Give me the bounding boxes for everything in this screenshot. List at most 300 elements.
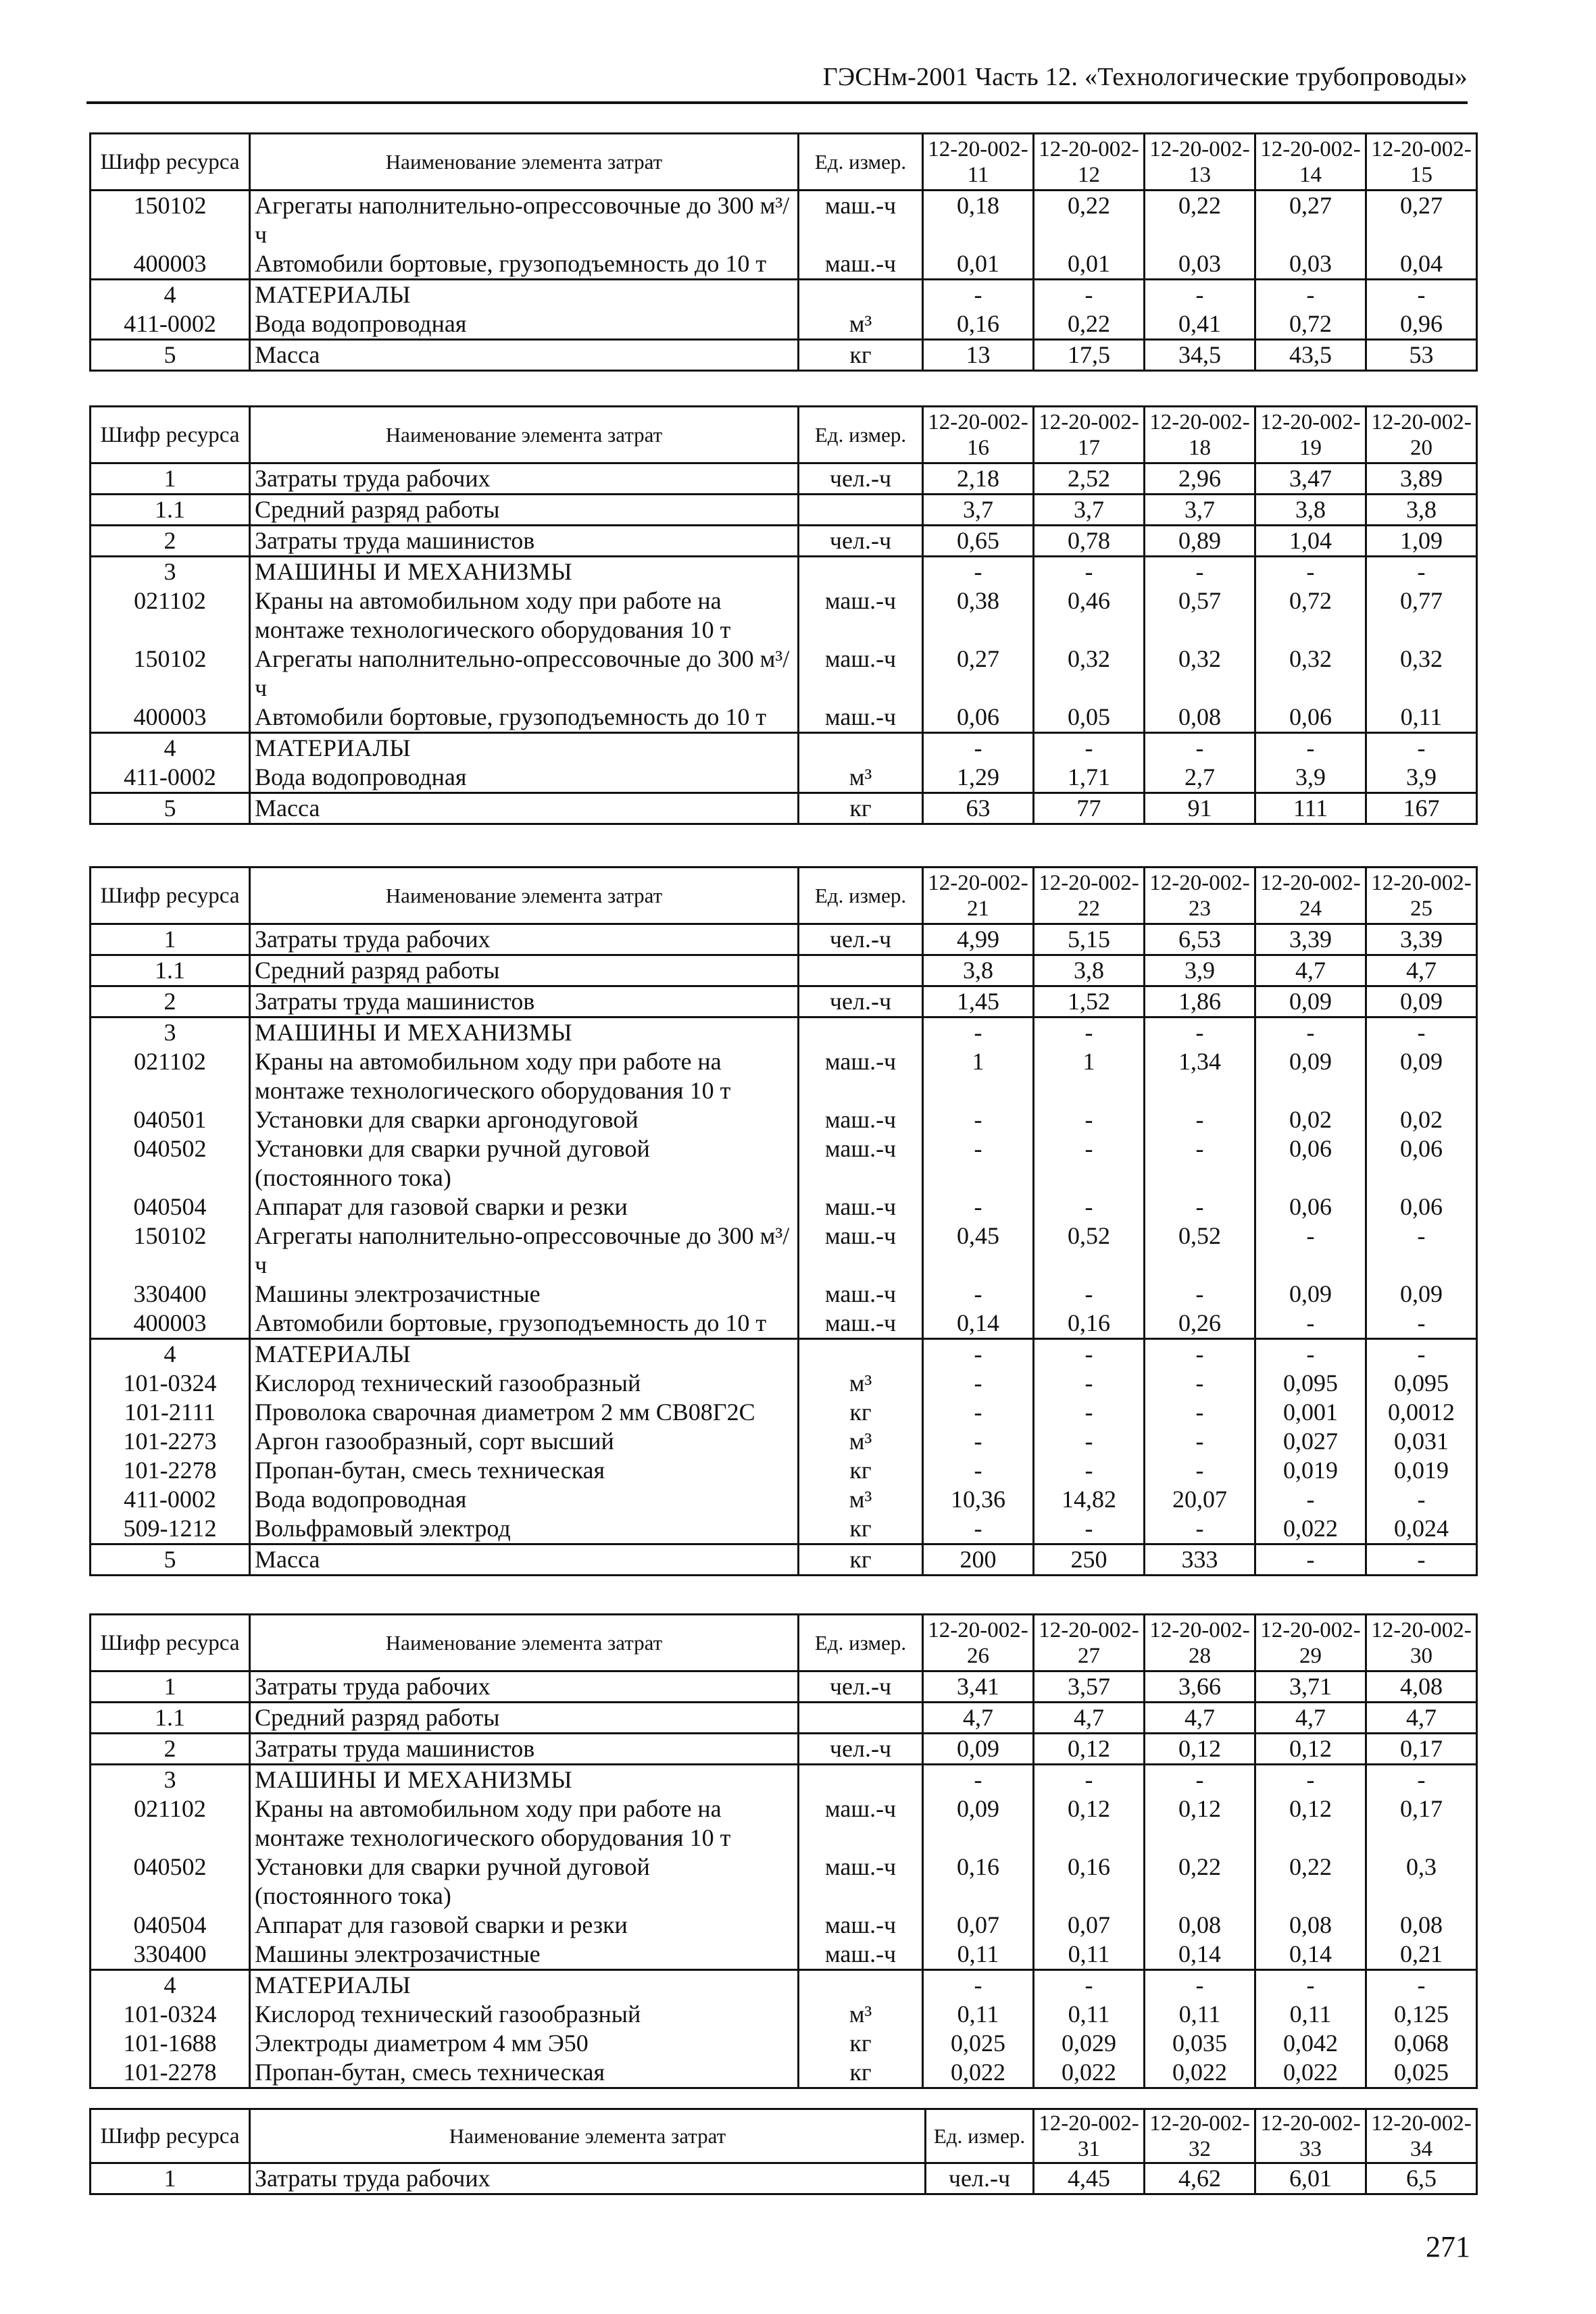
- resource-value: -: [1034, 1280, 1145, 1309]
- table-row: [91, 1309, 1477, 1339]
- table-row: [91, 986, 1477, 1017]
- resource-unit: маш.-ч: [799, 1105, 923, 1134]
- resource-value: 0,09: [1255, 1047, 1366, 1105]
- resource-unit: [799, 733, 923, 763]
- resource-value: 3,71: [1255, 1671, 1366, 1703]
- table-header-row: [91, 134, 1477, 191]
- resource-unit: кг: [799, 340, 923, 371]
- header-norm-code: 12-20-002-29: [1255, 1615, 1366, 1671]
- resource-value: 77: [1034, 793, 1145, 824]
- header-unit: Ед. измер.: [926, 2109, 1034, 2163]
- resource-value: -: [1145, 1456, 1255, 1485]
- resource-value: 43,5: [1255, 340, 1366, 371]
- resource-unit: маш.-ч: [799, 1309, 923, 1339]
- resource-code: 400003: [91, 249, 250, 280]
- resource-unit: [799, 955, 923, 986]
- header-unit: Ед. измер.: [799, 1615, 923, 1671]
- resource-value: 0,32: [1034, 645, 1145, 703]
- resource-value: -: [1145, 1192, 1255, 1222]
- header-norm-code: 12-20-002-21: [923, 867, 1034, 924]
- table-row: [91, 526, 1477, 557]
- header-norm-code: 12-20-002-20: [1366, 407, 1477, 463]
- resource-name: Вода водопроводная: [250, 309, 799, 340]
- resource-value: 1,34: [1145, 1047, 1255, 1105]
- resource-value: 3,7: [1034, 495, 1145, 526]
- resource-value: 4,7: [1366, 1703, 1477, 1734]
- resource-value: 3,47: [1255, 463, 1366, 495]
- table-row: [91, 1398, 1477, 1427]
- resource-value: 0,12: [1255, 1734, 1366, 1765]
- resource-value: -: [1366, 1544, 1477, 1576]
- table-row: [91, 191, 1477, 250]
- table-row: [91, 340, 1477, 371]
- resource-value: 0,05: [1034, 703, 1145, 733]
- resource-value: 6,5: [1366, 2163, 1477, 2194]
- resource-value: 3,39: [1366, 924, 1477, 955]
- resource-value: -: [1366, 1222, 1477, 1280]
- resource-value: 0,022: [1255, 2058, 1366, 2088]
- resource-code: 2: [91, 986, 250, 1017]
- resource-value: 0,18: [923, 191, 1034, 250]
- resource-value: 2,7: [1145, 763, 1255, 793]
- resource-value: 0,08: [1145, 703, 1255, 733]
- resource-value: -: [1255, 1544, 1366, 1576]
- resource-value: 0,07: [923, 1911, 1034, 1940]
- resource-value: -: [1145, 1398, 1255, 1427]
- resource-code: 1.1: [91, 495, 250, 526]
- resource-value: 0,77: [1366, 586, 1477, 645]
- header-norm-code: 12-20-002-17: [1034, 407, 1145, 463]
- resource-name: Средний разряд работы: [250, 955, 799, 986]
- resource-unit: кг: [799, 2029, 923, 2058]
- table-row: [91, 1456, 1477, 1485]
- resource-code: 4: [91, 280, 250, 310]
- resource-value: 3,9: [1255, 763, 1366, 793]
- resource-unit: [799, 557, 923, 587]
- resource-value: -: [923, 1456, 1034, 1485]
- header-norm-code: 12-20-002-27: [1034, 1615, 1145, 1671]
- resource-unit: маш.-ч: [799, 191, 923, 250]
- table-row: [91, 1339, 1477, 1369]
- resource-value: 0,11: [1145, 2000, 1255, 2029]
- resource-unit: чел.-ч: [799, 463, 923, 495]
- resource-value: 0,41: [1145, 309, 1255, 340]
- table-header-row: [91, 1615, 1477, 1671]
- resource-value: -: [923, 1339, 1034, 1369]
- resource-value: -: [1255, 1339, 1366, 1369]
- resource-value: 0,96: [1366, 309, 1477, 340]
- resource-value: -: [1034, 1765, 1145, 1795]
- resource-unit: маш.-ч: [799, 1853, 923, 1911]
- resource-code: 330400: [91, 1280, 250, 1309]
- resource-value: -: [1145, 733, 1255, 763]
- table-row: [91, 280, 1477, 310]
- header-code: Шифр ресурса: [91, 407, 250, 463]
- header-code: Шифр ресурса: [91, 2109, 250, 2163]
- resource-value: 1,29: [923, 763, 1034, 793]
- table-row: [91, 1970, 1477, 2001]
- resource-value: 3,89: [1366, 463, 1477, 495]
- resource-unit: [799, 1017, 923, 1048]
- resource-value: -: [1255, 1017, 1366, 1048]
- table-row: [91, 645, 1477, 703]
- resource-value: 53: [1366, 340, 1477, 371]
- resource-value: 0,02: [1366, 1105, 1477, 1134]
- resource-unit: м³: [799, 1427, 923, 1456]
- resource-unit: кг: [799, 1456, 923, 1485]
- table-row: [91, 1369, 1477, 1398]
- resource-code: 4: [91, 1339, 250, 1369]
- resource-unit: чел.-ч: [799, 1671, 923, 1703]
- table-row: [91, 703, 1477, 733]
- table-row: [91, 1222, 1477, 1280]
- resource-name: Вода водопроводная: [250, 1485, 799, 1514]
- resource-unit: маш.-ч: [799, 1192, 923, 1222]
- resource-value: 0,11: [1034, 1940, 1145, 1970]
- resource-value: 0,022: [1034, 2058, 1145, 2088]
- resource-value: 20,07: [1145, 1485, 1255, 1514]
- resource-code: 040502: [91, 1853, 250, 1911]
- resource-name: Масса: [250, 793, 799, 824]
- resource-name: Затраты труда машинистов: [250, 1734, 799, 1765]
- resource-value: 3,7: [1145, 495, 1255, 526]
- resource-value: 0,022: [923, 2058, 1034, 2088]
- resource-value: 0,095: [1255, 1369, 1366, 1398]
- resource-value: 0,08: [1255, 1911, 1366, 1940]
- resource-name: Аппарат для газовой сварки и резки: [250, 1911, 799, 1940]
- resource-value: -: [1034, 1192, 1145, 1222]
- resource-code: 2: [91, 1734, 250, 1765]
- resource-unit: кг: [799, 1514, 923, 1544]
- resource-code: 150102: [91, 191, 250, 250]
- resource-name: Пропан-бутан, смесь техническая: [250, 1456, 799, 1485]
- resource-code: 4: [91, 1970, 250, 2001]
- resource-value: -: [1366, 1339, 1477, 1369]
- resource-value: 0,21: [1366, 1940, 1477, 1970]
- header-norm-code: 12-20-002-16: [923, 407, 1034, 463]
- table-row: [91, 1134, 1477, 1192]
- resource-value: -: [923, 557, 1034, 587]
- resource-value: -: [923, 1134, 1034, 1192]
- resource-value: 111: [1255, 793, 1366, 824]
- resource-table: [89, 2108, 1478, 2195]
- table-row: [91, 1734, 1477, 1765]
- resource-value: 3,8: [1255, 495, 1366, 526]
- resource-value: 0,52: [1145, 1222, 1255, 1280]
- resource-value: -: [923, 1765, 1034, 1795]
- resource-value: 0,08: [1145, 1911, 1255, 1940]
- resource-value: 0,068: [1366, 2029, 1477, 2058]
- resource-value: 4,7: [1366, 955, 1477, 986]
- resource-value: -: [923, 1369, 1034, 1398]
- resource-value: -: [1145, 1765, 1255, 1795]
- resource-value: 2,96: [1145, 463, 1255, 495]
- resource-value: -: [1366, 1970, 1477, 2001]
- resource-value: 0,14: [1255, 1940, 1366, 1970]
- resource-code: 150102: [91, 1222, 250, 1280]
- resource-value: -: [1034, 1369, 1145, 1398]
- resource-value: -: [1145, 1514, 1255, 1544]
- header-rule: [86, 101, 1468, 104]
- page-number: 271: [1426, 2230, 1470, 2263]
- resource-value: -: [1145, 1105, 1255, 1134]
- table-row: [91, 1853, 1477, 1911]
- table-row: [91, 1940, 1477, 1970]
- resource-value: 3,7: [923, 495, 1034, 526]
- resource-value: 1,86: [1145, 986, 1255, 1017]
- header-unit: Ед. измер.: [799, 407, 923, 463]
- resource-value: -: [1145, 1017, 1255, 1048]
- header-norm-code: 12-20-002-30: [1366, 1615, 1477, 1671]
- resource-value: 3,39: [1255, 924, 1366, 955]
- resource-value: 91: [1145, 793, 1255, 824]
- resource-value: 34,5: [1145, 340, 1255, 371]
- resource-value: -: [1145, 1280, 1255, 1309]
- resource-value: 0,38: [923, 586, 1034, 645]
- resource-name: МАТЕРИАЛЫ: [250, 1339, 799, 1369]
- resource-value: 0,27: [1255, 191, 1366, 250]
- resource-unit: маш.-ч: [799, 1047, 923, 1105]
- resource-code: 040501: [91, 1105, 250, 1134]
- table-row: [91, 1671, 1477, 1703]
- running-header: ГЭСНм-2001 Часть 12. «Технологические трубопроводы»: [822, 63, 1468, 91]
- resource-name: Проволока сварочная диаметром 2 мм СВ08Г2С: [250, 1398, 799, 1427]
- resource-value: 0,035: [1145, 2029, 1255, 2058]
- resource-name: Автомобили бортовые, грузоподъемность до 10 т: [250, 249, 799, 280]
- resource-value: 1,09: [1366, 526, 1477, 557]
- resource-unit: кг: [799, 2058, 923, 2088]
- resource-value: 4,45: [1034, 2163, 1145, 2194]
- resource-value: 0,04: [1366, 249, 1477, 280]
- resource-table: [89, 132, 1478, 372]
- resource-value: 10,36: [923, 1485, 1034, 1514]
- header-norm-code: 12-20-002-13: [1145, 134, 1255, 191]
- resource-value: 0,32: [1255, 645, 1366, 703]
- resource-value: 0,16: [1034, 1853, 1145, 1911]
- resource-value: 1,45: [923, 986, 1034, 1017]
- resource-value: 4,08: [1366, 1671, 1477, 1703]
- resource-name: МАШИНЫ И МЕХАНИЗМЫ: [250, 1017, 799, 1048]
- resource-code: 5: [91, 793, 250, 824]
- resource-unit: [799, 1765, 923, 1795]
- resource-value: -: [1255, 280, 1366, 310]
- resource-code: 411-0002: [91, 309, 250, 340]
- resource-code: 5: [91, 1544, 250, 1576]
- resource-name: Установки для сварки ручной дуговой (постоянного тока): [250, 1134, 799, 1192]
- resource-unit: маш.-ч: [799, 586, 923, 645]
- resource-value: 0,01: [923, 249, 1034, 280]
- resource-value: 0,07: [1034, 1911, 1145, 1940]
- resource-value: 3,66: [1145, 1671, 1255, 1703]
- table-row: [91, 733, 1477, 763]
- resource-value: -: [1366, 1485, 1477, 1514]
- resource-name: Масса: [250, 340, 799, 371]
- resource-name: Электроды диаметром 4 мм Э50: [250, 2029, 799, 2058]
- resource-value: 3,8: [1366, 495, 1477, 526]
- resource-value: 14,82: [1034, 1485, 1145, 1514]
- resource-code: 3: [91, 557, 250, 587]
- table-header-row: [91, 867, 1477, 924]
- resource-value: -: [1255, 733, 1366, 763]
- resource-value: 0,125: [1366, 2000, 1477, 2029]
- resource-unit: м³: [799, 763, 923, 793]
- resource-value: 0,03: [1255, 249, 1366, 280]
- resource-value: 0,022: [1255, 1514, 1366, 1544]
- resource-value: -: [1366, 1017, 1477, 1048]
- resource-value: 0,12: [1255, 1794, 1366, 1853]
- resource-value: 0,027: [1255, 1427, 1366, 1456]
- resource-value: 6,53: [1145, 924, 1255, 955]
- table-row: [91, 309, 1477, 340]
- resource-value: 5,15: [1034, 924, 1145, 955]
- resource-value: 0,57: [1145, 586, 1255, 645]
- resource-value: -: [923, 1427, 1034, 1456]
- resource-unit: м³: [799, 2000, 923, 2029]
- resource-unit: чел.-ч: [926, 2163, 1034, 2194]
- header-unit: Ед. измер.: [799, 867, 923, 924]
- resource-value: -: [1366, 557, 1477, 587]
- header-name: Наименование элемента затрат: [250, 134, 799, 191]
- resource-value: 0,001: [1255, 1398, 1366, 1427]
- resource-value: 0,09: [1255, 1280, 1366, 1309]
- resource-value: 4,99: [923, 924, 1034, 955]
- resource-code: 1: [91, 2163, 250, 2194]
- resource-value: -: [923, 1192, 1034, 1222]
- resource-value: -: [1255, 1765, 1366, 1795]
- resource-value: -: [1034, 1134, 1145, 1192]
- resource-code: 509-1212: [91, 1514, 250, 1544]
- resource-name: МАТЕРИАЛЫ: [250, 1970, 799, 2001]
- resource-code: 040504: [91, 1192, 250, 1222]
- resource-value: 0,16: [923, 309, 1034, 340]
- resource-name: Краны на автомобильном ходу при работе на монтаже технологического оборудования 10 т: [250, 1794, 799, 1853]
- header-norm-code: 12-20-002-25: [1366, 867, 1477, 924]
- resource-value: 0,06: [923, 703, 1034, 733]
- resource-unit: маш.-ч: [799, 249, 923, 280]
- resource-value: 200: [923, 1544, 1034, 1576]
- resource-name: Кислород технический газообразный: [250, 2000, 799, 2029]
- header-norm-code: 12-20-002-24: [1255, 867, 1366, 924]
- resource-value: 0,019: [1366, 1456, 1477, 1485]
- header-norm-code: 12-20-002-12: [1034, 134, 1145, 191]
- resource-value: 2,18: [923, 463, 1034, 495]
- resource-unit: кг: [799, 1544, 923, 1576]
- resource-name: МАШИНЫ И МЕХАНИЗМЫ: [250, 557, 799, 587]
- resource-value: -: [923, 1017, 1034, 1048]
- resource-code: 1.1: [91, 1703, 250, 1734]
- resource-name: Краны на автомобильном ходу при работе на монтаже технологического оборудования 10 т: [250, 586, 799, 645]
- resource-unit: кг: [799, 793, 923, 824]
- resource-value: -: [1034, 1514, 1145, 1544]
- resource-value: 0,06: [1255, 703, 1366, 733]
- resource-value: 0,12: [1145, 1734, 1255, 1765]
- resource-value: 4,7: [1034, 1703, 1145, 1734]
- resource-value: 0,78: [1034, 526, 1145, 557]
- header-norm-code: 12-20-002-23: [1145, 867, 1255, 924]
- resource-value: 0,09: [1255, 986, 1366, 1017]
- resource-value: 0,22: [1145, 191, 1255, 250]
- resource-unit: м³: [799, 1485, 923, 1514]
- resource-unit: маш.-ч: [799, 703, 923, 733]
- header-norm-code: 12-20-002-26: [923, 1615, 1034, 1671]
- resource-value: -: [1145, 1369, 1255, 1398]
- resource-unit: м³: [799, 1369, 923, 1398]
- resource-value: 0,095: [1366, 1369, 1477, 1398]
- table-row: [91, 1192, 1477, 1222]
- resource-unit: кг: [799, 1398, 923, 1427]
- resource-value: -: [923, 733, 1034, 763]
- resource-value: 0,3: [1366, 1853, 1477, 1911]
- resource-code: 400003: [91, 1309, 250, 1339]
- resource-code: 021102: [91, 586, 250, 645]
- header-name: Наименование элемента затрат: [250, 2109, 926, 2163]
- resource-name: Затраты труда рабочих: [250, 1671, 799, 1703]
- resource-value: -: [1145, 280, 1255, 310]
- resource-value: -: [1034, 557, 1145, 587]
- resource-value: -: [923, 1105, 1034, 1134]
- table-row: [91, 1047, 1477, 1105]
- resource-value: -: [1366, 733, 1477, 763]
- resource-value: 4,7: [923, 1703, 1034, 1734]
- resource-code: 1: [91, 1671, 250, 1703]
- resource-code: 411-0002: [91, 763, 250, 793]
- resource-value: 1: [923, 1047, 1034, 1105]
- resource-value: 63: [923, 793, 1034, 824]
- resource-value: 0,46: [1034, 586, 1145, 645]
- resource-code: 411-0002: [91, 1485, 250, 1514]
- resource-value: 0,12: [1034, 1794, 1145, 1853]
- resource-name: Аргон газообразный, сорт высший: [250, 1427, 799, 1456]
- resource-value: 3,9: [1366, 763, 1477, 793]
- resource-value: 333: [1145, 1544, 1255, 1576]
- resource-value: 0,09: [1366, 1047, 1477, 1105]
- header-norm-code: 12-20-002-22: [1034, 867, 1145, 924]
- resource-name: Затраты труда рабочих: [250, 463, 799, 495]
- resource-value: -: [1034, 1339, 1145, 1369]
- resource-unit: [799, 280, 923, 310]
- resource-code: 150102: [91, 645, 250, 703]
- resource-value: 250: [1034, 1544, 1145, 1576]
- resource-code: 1: [91, 924, 250, 955]
- resource-name: Агрегаты наполнительно-опрессовочные до 300 м³/ч: [250, 191, 799, 250]
- resource-name: МАТЕРИАЛЫ: [250, 733, 799, 763]
- resource-value: -: [1366, 1765, 1477, 1795]
- resource-value: -: [1034, 1017, 1145, 1048]
- resource-unit: [799, 495, 923, 526]
- resource-unit: маш.-ч: [799, 1911, 923, 1940]
- resource-code: 040504: [91, 1911, 250, 1940]
- resource-value: 0,65: [923, 526, 1034, 557]
- header-name: Наименование элемента затрат: [250, 1615, 799, 1671]
- resource-unit: маш.-ч: [799, 1134, 923, 1192]
- resource-value: 0,17: [1366, 1734, 1477, 1765]
- table-row: [91, 1765, 1477, 1795]
- resource-name: Автомобили бортовые, грузоподъемность до 10 т: [250, 703, 799, 733]
- resource-name: Машины электрозачистные: [250, 1280, 799, 1309]
- header-norm-code: 12-20-002-33: [1255, 2109, 1366, 2163]
- resource-value: 0,022: [1145, 2058, 1255, 2088]
- header-code: Шифр ресурса: [91, 867, 250, 924]
- resource-value: -: [1255, 1309, 1366, 1339]
- resource-value: 0,14: [1145, 1940, 1255, 1970]
- resource-value: 167: [1366, 793, 1477, 824]
- header-norm-code: 12-20-002-15: [1366, 134, 1477, 191]
- resource-value: 3,9: [1145, 955, 1255, 986]
- resource-value: 13: [923, 340, 1034, 371]
- resource-unit: чел.-ч: [799, 526, 923, 557]
- header-norm-code: 12-20-002-11: [923, 134, 1034, 191]
- resource-value: 0,042: [1255, 2029, 1366, 2058]
